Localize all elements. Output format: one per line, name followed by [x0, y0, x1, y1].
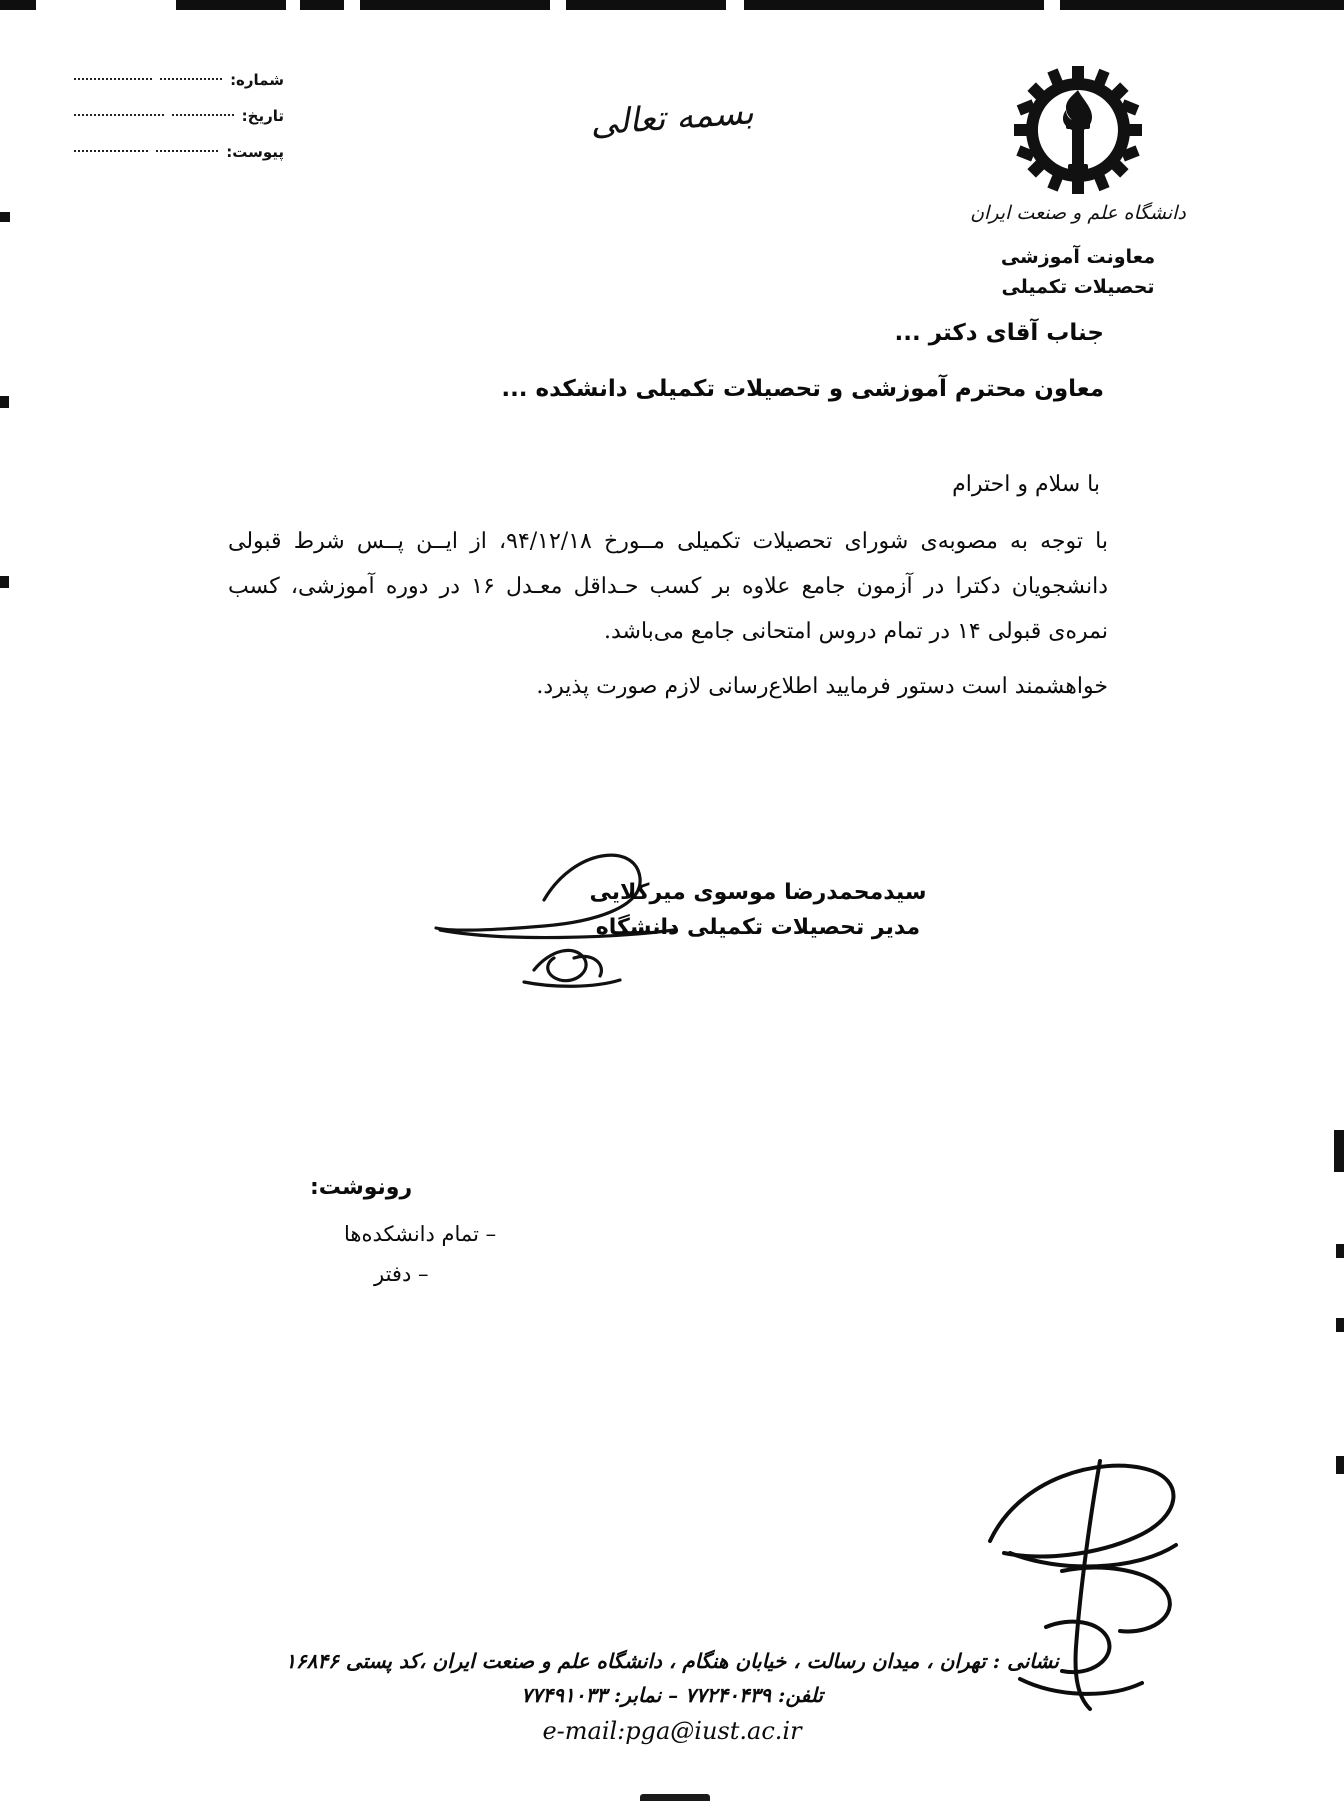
cc-title: رونوشت: — [310, 1175, 413, 1200]
meta-fill-line — [172, 113, 234, 116]
salutation: با سلام و احترام — [952, 472, 1100, 497]
cc-item: – تمام دانشکده‌ها — [344, 1222, 497, 1246]
scan-edge-tick — [1336, 1244, 1344, 1258]
meta-row-number — [74, 62, 284, 98]
department-name — [968, 242, 1188, 303]
meta-fill-line — [74, 77, 152, 80]
meta-label-number: شماره: — [230, 71, 284, 89]
signature-block — [408, 880, 1108, 940]
department-line-2: تحصیلات تکمیلی — [1001, 276, 1155, 299]
scan-edge-tick — [1336, 1318, 1344, 1332]
meta-fill-line — [160, 77, 222, 80]
letterhead-logo-block — [968, 60, 1188, 303]
signer-name: سیدمحمدرضا موسوی میرکلایی — [589, 880, 927, 905]
addressee-line-1: جناب آقای دکتر ... — [894, 320, 1104, 346]
scan-edge-tick — [0, 212, 10, 222]
footer-email[interactable]: e-mail:pga@iust.ac.ir — [542, 1717, 802, 1745]
cc-item: – دفتر — [374, 1262, 429, 1286]
scan-edge-tick — [1336, 1456, 1344, 1474]
meta-label-attachment: پیوست: — [226, 143, 284, 161]
university-name: دانشگاه علم و صنعت ایران — [970, 202, 1186, 224]
scan-edge-bottom-smudge — [640, 1794, 710, 1801]
signer-title: مدیر تحصیلات تکمیلی دانشگاه — [595, 915, 921, 940]
meta-fill-line — [74, 113, 164, 116]
scan-edge-tick — [0, 396, 9, 408]
paragraph-2: خواهشمند است دستور فرمایید اطلاع‌رسانی لازم صورت پذیرد. — [536, 674, 1108, 700]
addressee-line-2: معاون محترم آموزشی و تحصیلات تکمیلی دانشکده ... — [501, 376, 1104, 402]
footer-address: نشانی : تهران ، میدان رسالت ، خیابان هنگام ، دانشگاه علم و صنعت ایران ،کد پستی ۱۶۸۴۶ — [285, 1649, 1059, 1673]
footer-block — [0, 1649, 1344, 1745]
scan-edge-tick — [0, 576, 9, 588]
footer-phone-fax: تلفن: ۷۷۲۴۰۴۳۹ – نمابر: ۷۷۴۹۱۰۳۳ — [521, 1683, 823, 1707]
paragraph-1: با توجه به مصوبه‌ی شورای تحصیلات تکمیلی مــورخ ۹۴/۱۲/۱۸، از ایــن پــس شرط قبولی دانشجویان دکترا در آزمون جامع علاوه بر کسب حـداقل معـدل ۱۶ در دوره آموزشی، کسب نمره‌ی قبولی ۱۴ در تمام دروس امتحانی جامع می‌باشد. — [228, 529, 1108, 645]
iust-torch-gear-logo-icon — [1008, 60, 1148, 200]
scan-edge-top — [0, 0, 1344, 10]
scan-edge-tick — [1334, 1130, 1344, 1172]
invocation-besmeleh: بسمه تعالی — [589, 92, 755, 144]
department-line-1: معاونت آموزشی — [1000, 246, 1156, 268]
cc-block — [224, 1175, 644, 1302]
letter-body — [228, 320, 1108, 719]
meta-label-date: تاریخ: — [241, 107, 284, 125]
